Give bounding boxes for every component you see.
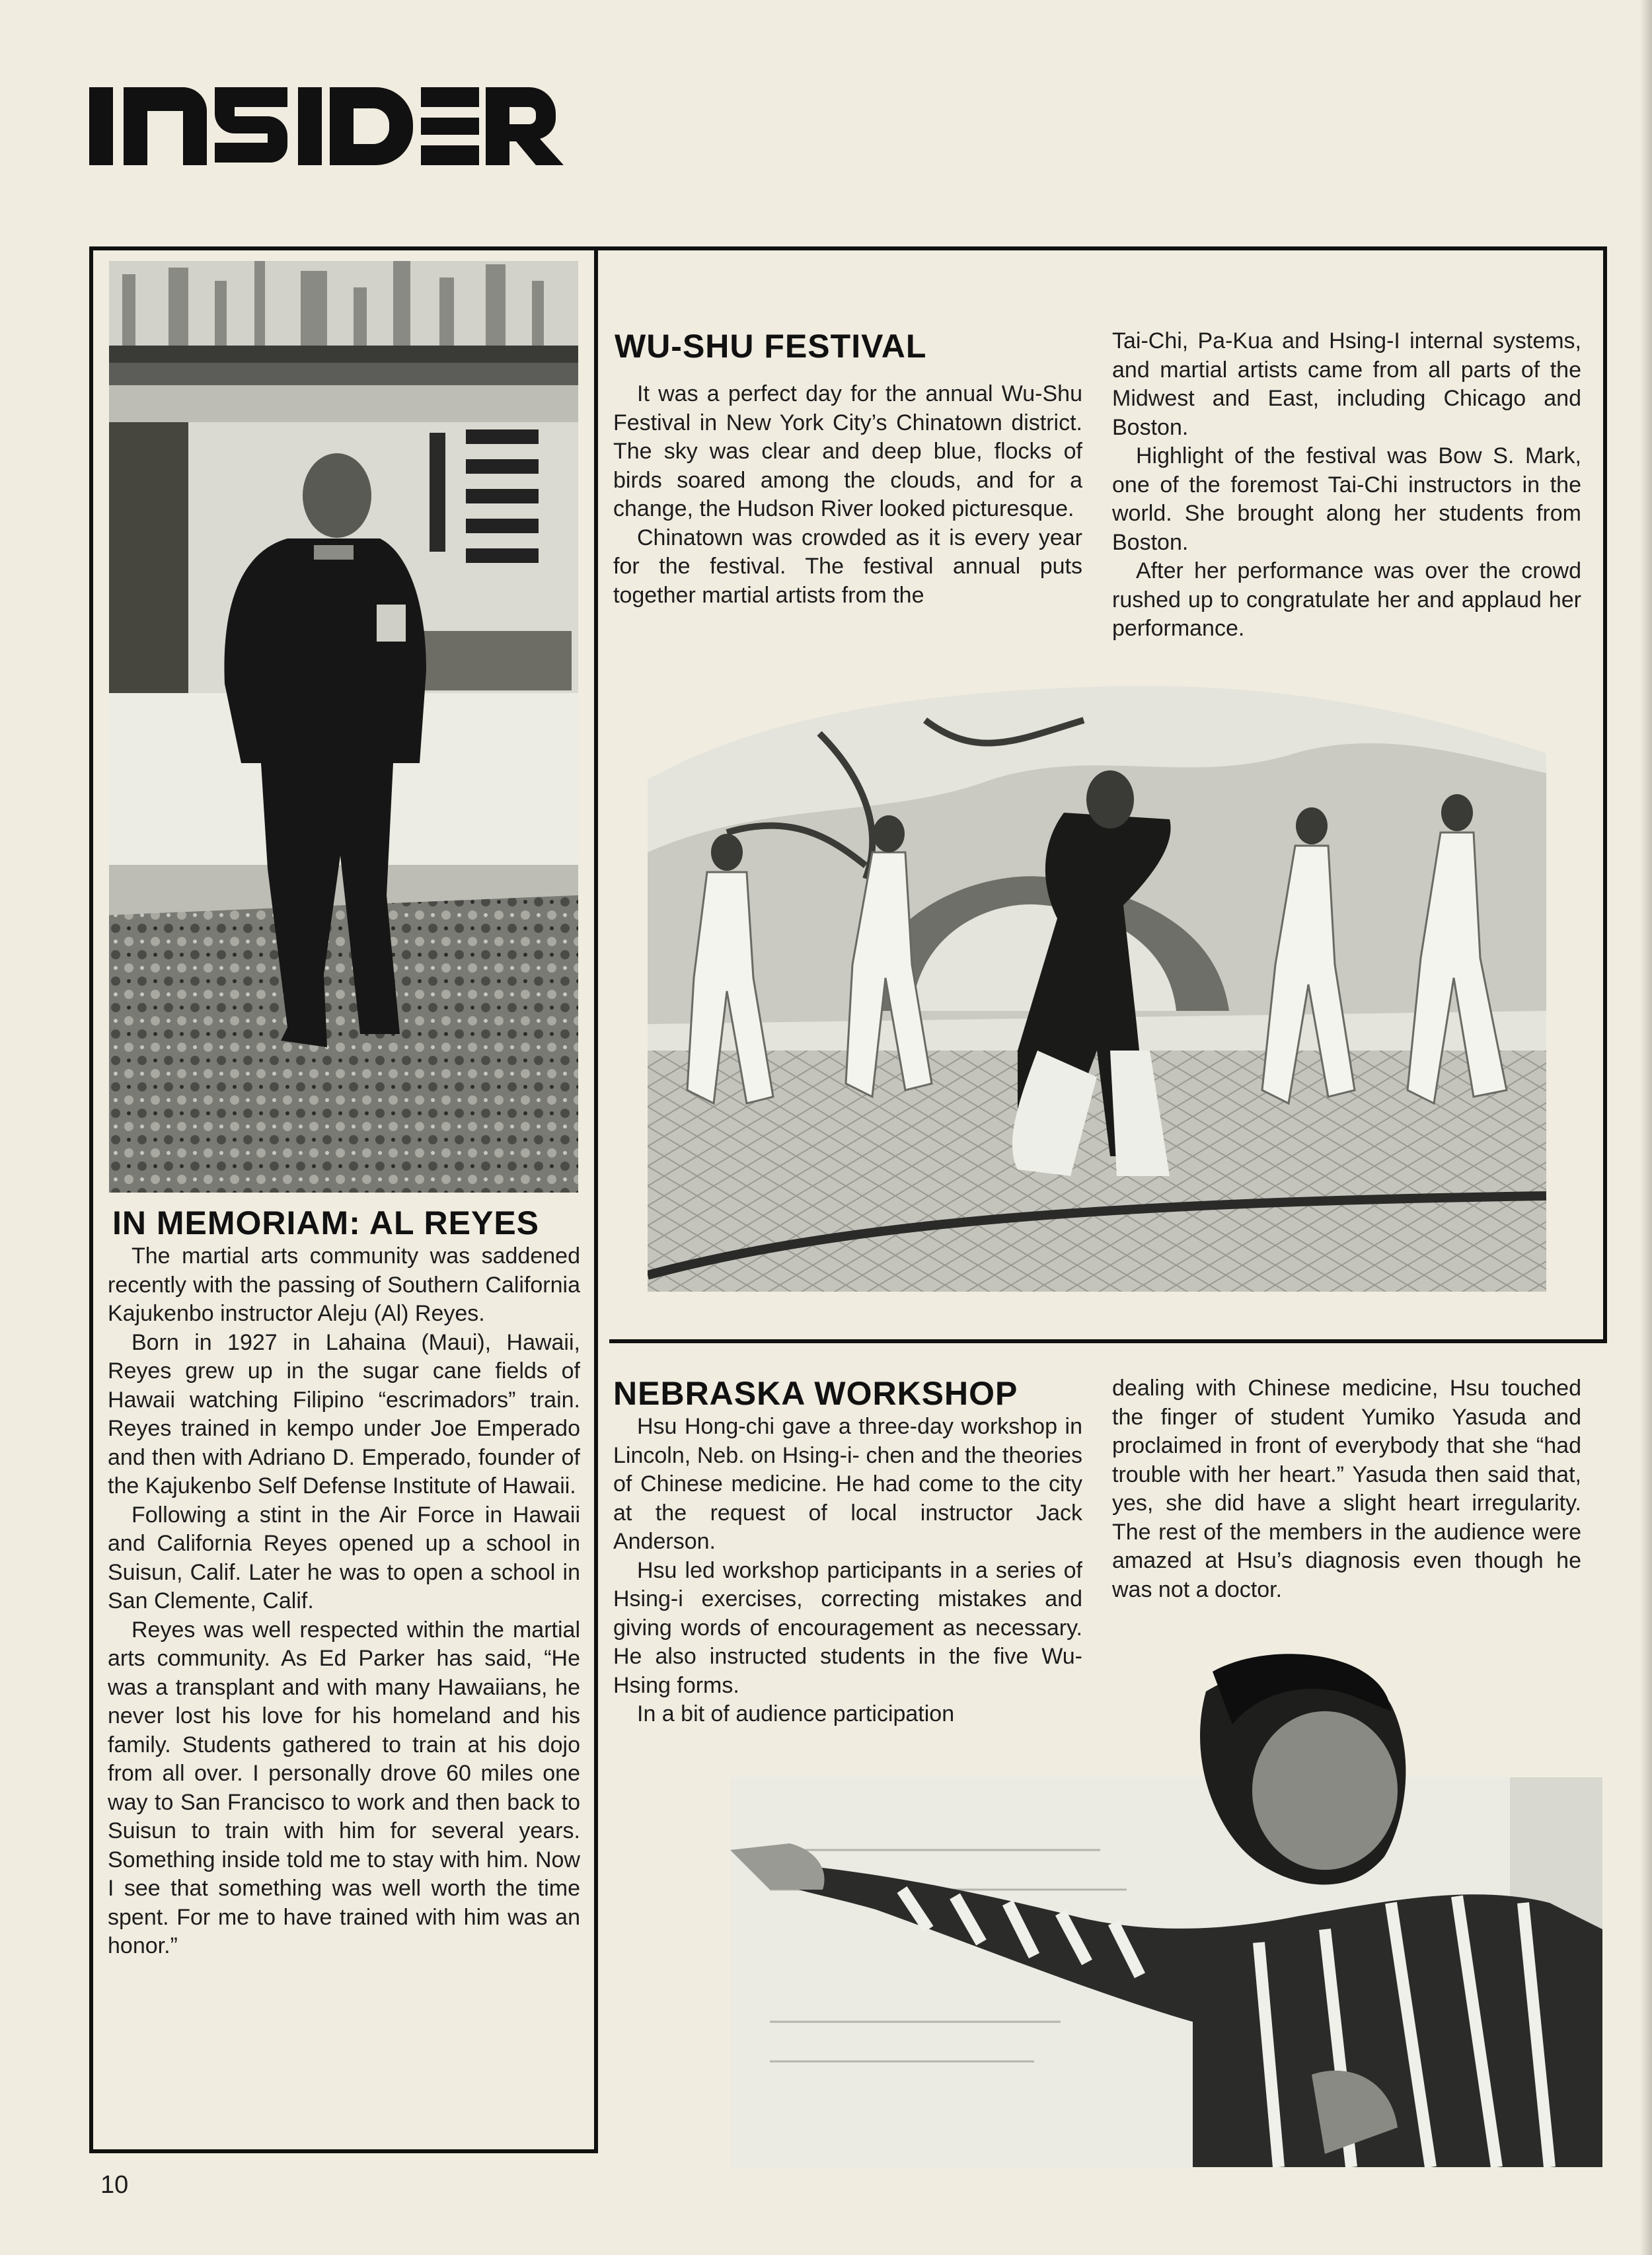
photo-hsu-hong-chi	[730, 1652, 1602, 2167]
memoriam-paragraph: Reyes was well respected within the martial arts community. As Ed Parker has said, “He was a transplant and with many Hawaiians, he never lost his love for his homeland and his family. Students gathered to train at his dojo from all over. I personally drove 60 miles one way to San Francisco to work and then back to Suisun to train with him for several years. Something inside told me to stay with him. Now I see that something was well worth the time spent. For me to have trained with him was an honor.”	[108, 1617, 580, 1958]
frame-left-rule	[89, 246, 93, 2153]
wushu-paragraph: Highlight of the festival was Bow S. Mark, one of the foremost Tai-Chi instructors in the world. She brought along her students from Boston.	[1112, 443, 1581, 555]
nebraska-paragraph: dealing with Chinese medicine, Hsu touched the finger of student Yumiko Yasuda and proclaimed in front of everybody that she “had trouble with her heart.” Yasuda then said that, yes, she did have a slight heart irregularity. The rest of the members in the audience were amazed at Hsu’s diagnosis even though he was not a doctor.	[1112, 1376, 1581, 1602]
wushu-paragraph: It was a perfect day for the annual Wu-Shu Festival in New York City’s Chinatown district. The sky was clear and deep blue, flocks of birds soared among the clouds, and for a change, the Hudson River looked picturesque.	[613, 381, 1082, 521]
memoriam-headline: IN MEMORIAM: AL REYES	[112, 1204, 540, 1241]
nebraska-column-2	[1112, 1374, 1581, 1604]
memoriam-paragraph: Born in 1927 in Lahaina (Maui), Hawaii, Reyes grew up in the sugar cane fields of Hawaii watching Filipino “escrimadors” train. Reyes trained in kempo under Joe Emperado and then with Adriano D. Emperado, founder of the Kajukenbo Self Defense Institute of Hawaii.	[108, 1329, 580, 1498]
memoriam-body	[108, 1242, 580, 1961]
wushu-paragraph: Tai-Chi, Pa-Kua and Hsing-I internal systems, and martial artists came from all parts of the Midwest and East, including Chicago and Boston.	[1112, 328, 1581, 440]
memoriam-paragraph: The martial arts community was saddened recently with the passing of Southern California Kajukenbo instructor Aleju (Al) Reyes.	[108, 1243, 580, 1326]
frame-right-rule	[1603, 246, 1607, 1343]
frame-top-rule	[89, 246, 1607, 250]
page-number: 10	[100, 2171, 129, 2199]
wushu-column-1	[613, 380, 1082, 610]
insiders-logo	[89, 48, 565, 166]
wushu-paragraph: Chinatown was crowded as it is every year for the festival. The festival annual puts together martial artists from the	[613, 525, 1082, 608]
wushu-paragraph: After her performance was over the crowd rushed up to congratulate her and applaud her performance.	[1112, 558, 1581, 641]
column-divider-rule	[594, 246, 598, 2153]
frame-bottom-rule	[89, 2149, 598, 2153]
memoriam-paragraph: Following a stint in the Air Force in Hawaii and California Reyes opened up a school in Suisun, Calif. Later he was to open a school in San Clemente, Calif.	[108, 1502, 580, 1613]
photo-tai-chi-performers	[648, 681, 1546, 1292]
nebraska-headline: NEBRASKA WORKSHOP	[613, 1375, 1018, 1412]
wushu-column-2	[1112, 327, 1581, 644]
page-edge-shadow	[1640, 0, 1652, 2255]
nebraska-paragraph: Hsu led workshop participants in a series of Hsing-i exercises, correcting mistakes and giving words of encouragement as necessary. He also instructed students in the five Wu-Hsing forms.	[613, 1557, 1082, 1698]
nebraska-paragraph: Hsu Hong-chi gave a three-day workshop in Lincoln, Neb. on Hsing-i- chen and the theories of Chinese medicine. He had come to the city at the request of local instructor Jack Anderson.	[613, 1414, 1082, 1554]
section-divider-rule	[609, 1339, 1607, 1343]
photo-al-reyes	[109, 261, 578, 1193]
nebraska-paragraph: In a bit of audience participation	[637, 1701, 955, 1726]
wushu-headline: WU-SHU FESTIVAL	[615, 328, 927, 365]
